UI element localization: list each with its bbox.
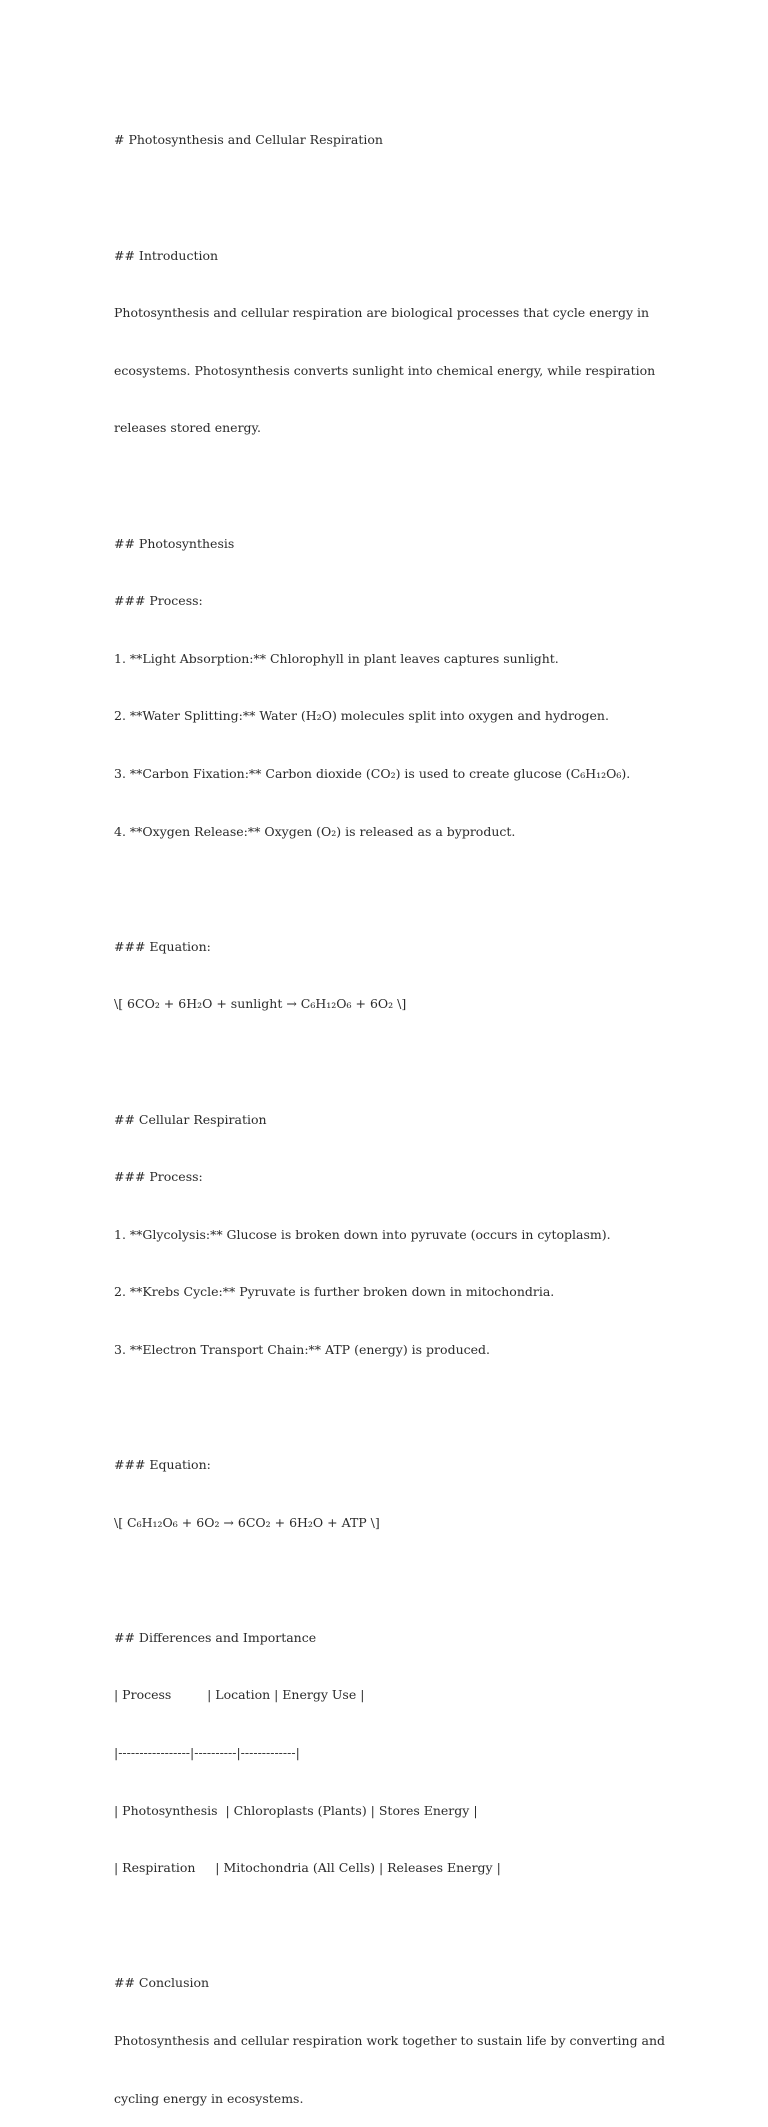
table-row: | Photosynthesis | Chloroplasts (Plants) | Stores Energy | <box>114 1802 478 1818</box>
paragraph-line: ecosystems. Photosynthesis converts sunlight into chemical energy, while respiration <box>114 362 656 378</box>
equation: \[ C₆H₁₂O₆ + 6O₂ → 6CO₂ + 6H₂O + ATP \] <box>114 1514 380 1530</box>
equation: \[ 6CO₂ + 6H₂O + sunlight → C₆H₁₂O₆ + 6O₂ \] <box>114 996 407 1012</box>
paragraph-line: cycling energy in ecosystems. <box>114 2090 304 2106</box>
heading-introduction: ## Introduction <box>114 247 219 263</box>
list-item: 2. **Krebs Cycle:** Pyruvate is further broken down in mitochondria. <box>114 1284 555 1300</box>
table-header-row: | Process | Location | Energy Use | <box>114 1687 365 1703</box>
document-title: # Photosynthesis and Cellular Respiration <box>114 132 383 148</box>
blank-line <box>114 1397 654 1416</box>
paragraph-line: releases stored energy. <box>114 420 261 436</box>
subheading-equation: ### Equation: <box>114 1457 211 1473</box>
blank-line <box>114 879 654 898</box>
subheading-process: ### Process: <box>114 1169 203 1185</box>
list-item: 2. **Water Splitting:** Water (H₂O) molecules split into oxygen and hydrogen. <box>114 708 609 724</box>
list-item: 1. **Glycolysis:** Glucose is broken down into pyruvate (occurs in cytoplasm). <box>114 1226 611 1242</box>
blank-line <box>114 1052 654 1071</box>
heading-cellular-respiration: ## Cellular Respiration <box>114 1111 267 1127</box>
table-separator-row: |-----------------|----------|-------------| <box>114 1745 300 1761</box>
heading-differences: ## Differences and Importance <box>114 1629 317 1645</box>
table-row: | Respiration | Mitochondria (All Cells) | Releases Energy | <box>114 1860 501 1876</box>
blank-line <box>114 1916 654 1935</box>
paragraph-line: Photosynthesis and cellular respiration are biological processes that cycle energy in <box>114 305 650 321</box>
list-item: 3. **Electron Transport Chain:** ATP (energy) is produced. <box>114 1341 490 1357</box>
subheading-equation: ### Equation: <box>114 938 211 954</box>
list-item: 3. **Carbon Fixation:** Carbon dioxide (CO₂) is used to create glucose (C₆H₁₂O₆). <box>114 765 631 781</box>
blank-line <box>114 1570 654 1589</box>
heading-conclusion: ## Conclusion <box>114 1975 210 1991</box>
document-body <box>114 92 666 2127</box>
list-item: 4. **Oxygen Release:** Oxygen (O₂) is released as a byproduct. <box>114 823 516 839</box>
heading-photosynthesis: ## Photosynthesis <box>114 535 235 551</box>
blank-line <box>114 476 654 495</box>
subheading-process: ### Process: <box>114 593 203 609</box>
list-item: 1. **Light Absorption:** Chlorophyll in plant leaves captures sunlight. <box>114 650 559 666</box>
blank-line <box>114 188 654 207</box>
paragraph-line: Photosynthesis and cellular respiration work together to sustain life by converting and <box>114 2033 666 2048</box>
